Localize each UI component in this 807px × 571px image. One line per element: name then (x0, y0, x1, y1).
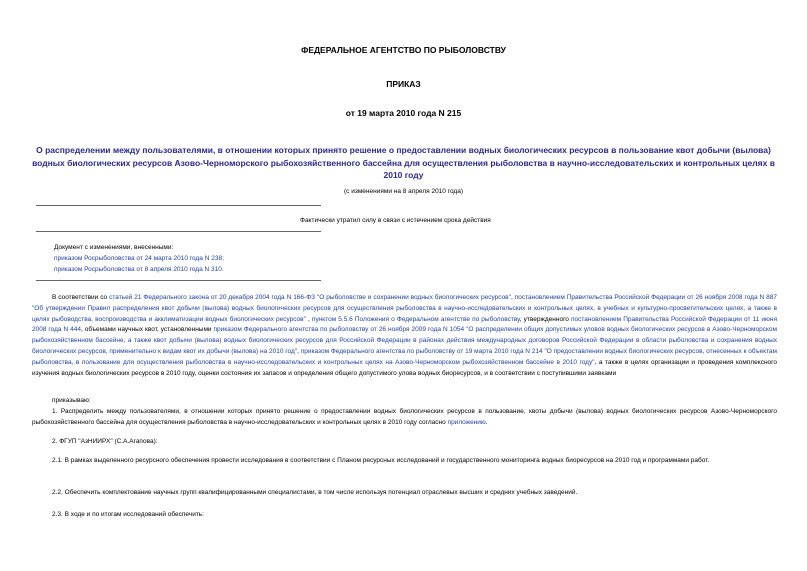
amendments-box (54, 242, 224, 275)
preamble-text: , (305, 315, 312, 323)
preamble-text: , (510, 294, 515, 301)
government-decree-887-link[interactable]: постановлением Правительства Российской Федерации от 26 ноября 2008 года N 887 "Об утверждении Правил распределения квот добычи (вылова) водных биологических ресурсов для осуществления рыболовства в научно-исследовательских и контрольных целях, в учебных и культурно-просветительских целях, а также в целях рыбоводства, воспроизводства и акклиматизации водных биологических ресурсов" (32, 294, 777, 323)
amendment-link-238[interactable]: приказом Росрыболовства от 24 марта 2010 года N 238; (54, 255, 224, 262)
document-date-number: от 19 марта 2010 года N 215 (345, 108, 462, 118)
divider-line (36, 280, 321, 281)
government-decree-444-link[interactable]: постановлением Правительства Российской Федерации от 11 июня 2008 года N 444 (32, 315, 777, 334)
divider-line (36, 231, 321, 232)
divider-line (36, 205, 321, 206)
law-article-21-link[interactable]: статьей 21 Федерального закона от 20 декабря 2004 года N 166-ФЗ "О рыболовстве и сохранении водных биологических ресурсов" (109, 294, 511, 301)
document-type-heading: ПРИКАЗ (386, 79, 421, 89)
status-note: Фактически утратил силу в связи с истечением срока действия (300, 217, 491, 224)
appendix-link[interactable]: приложению (447, 418, 486, 426)
agency-heading: ФЕДЕРАЛЬНОЕ АГЕНТСТВО ПО РЫБОЛОВСТВУ (301, 45, 506, 55)
order-214-link[interactable]: приказом Федерального агентства по рыболовству от 19 марта 2010 года N 214 "О предоставлении водных биологических ресурсов, отнесенных к объектам рыболовства, в пользование для осуществления рыболовства в научно-исследовательских и контрольных целях на Азово-Черноморском рыбохозяйственном бассейне в 2010 году" (32, 347, 777, 366)
preamble-paragraph (32, 293, 777, 379)
preamble-text: , (297, 347, 301, 355)
clause-1 (32, 407, 777, 429)
clause-1-text: 1. Распределить между пользователями, в отношении которых принято решение о предоставлении водных биологических ресурсов в пользование, квоты добычи (вылова) водных биологических ресурсов Азово-Черноморского рыбохозяйственного бассейна для осуществления рыболовства в научно-исследовательских и контрольных целях в 2010 году согласно (32, 408, 777, 426)
regulation-clause-556-link[interactable]: пунктом 5.5.6 Положения о Федеральном агентстве по рыболовству (311, 315, 520, 323)
clause-1-end: . (485, 418, 488, 426)
preamble-text: , утвержденного (519, 315, 571, 323)
amendment-link-310[interactable]: приказом Росрыболовства от 8 апреля 2010 года N 310. (54, 266, 224, 273)
order-1054-link[interactable]: приказом Федерального агентства по рыболовству от 26 ноября 2009 года N 1054 "О распределении общих допустимых уловов водных биологических ресурсов в Азово-Черноморском рыбохозяйственном бассейне, а также квот добычи (вылова) водных биологических ресурсов для Российской Федерации в районах действия международных договоров Российской Федерации в области рыболовства и сохранения водных биологических ресурсов, применительно к видам квот их добычи (вылова) на 2010 год" (32, 326, 778, 355)
amendments-intro: Документ с изменениями, внесенными: (54, 244, 174, 251)
changes-note: (с изменениями на 8 апреля 2010 года) (343, 188, 463, 195)
clause-2-1: 2.1. В рамках выделенного ресурсного обеспечения провести исследования в соответствии с Планом ресурсных исследований и государственного мониторинга водных биоресурсов на 2010 год и программами работ. (52, 457, 710, 464)
preamble-text: В соответствии со (52, 294, 110, 301)
clause-2: 2. ФГУП "АзНИИРХ" (С.А.Агапова): (52, 438, 158, 445)
preamble-text: , а также в целях организации и проведения комплексного изучения водных биологических ресурсов в 2010 году, оценки состояния их запасов и определения общего допустимого улова водных биоресурсов, и в соответствии с поступившими заявками (32, 358, 778, 377)
clause-2-2: 2.2. Обеспечить комплектование научных групп квалифицированными специалистами, в том числе используя потенциал отраслевых высших и средних учебных заведений. (52, 489, 578, 496)
clause-2-3: 2.3. В ходе и по итогам исследований обеспечить: (52, 511, 204, 518)
preamble-text: , объемами научных квот, установленными (81, 326, 214, 334)
order-word: приказываю: (52, 397, 91, 404)
document-title: О распределении между пользователями, в отношении которых принято решение о предоставлении водных биологических ресурсов в пользование квот добычи (вылова) водных биологических ресурсов Азово-Черноморского рыбохозяйственного бассейна для осуществления рыболовства в научно-исследовательских и контрольных целях в 2010 году (32, 145, 775, 180)
